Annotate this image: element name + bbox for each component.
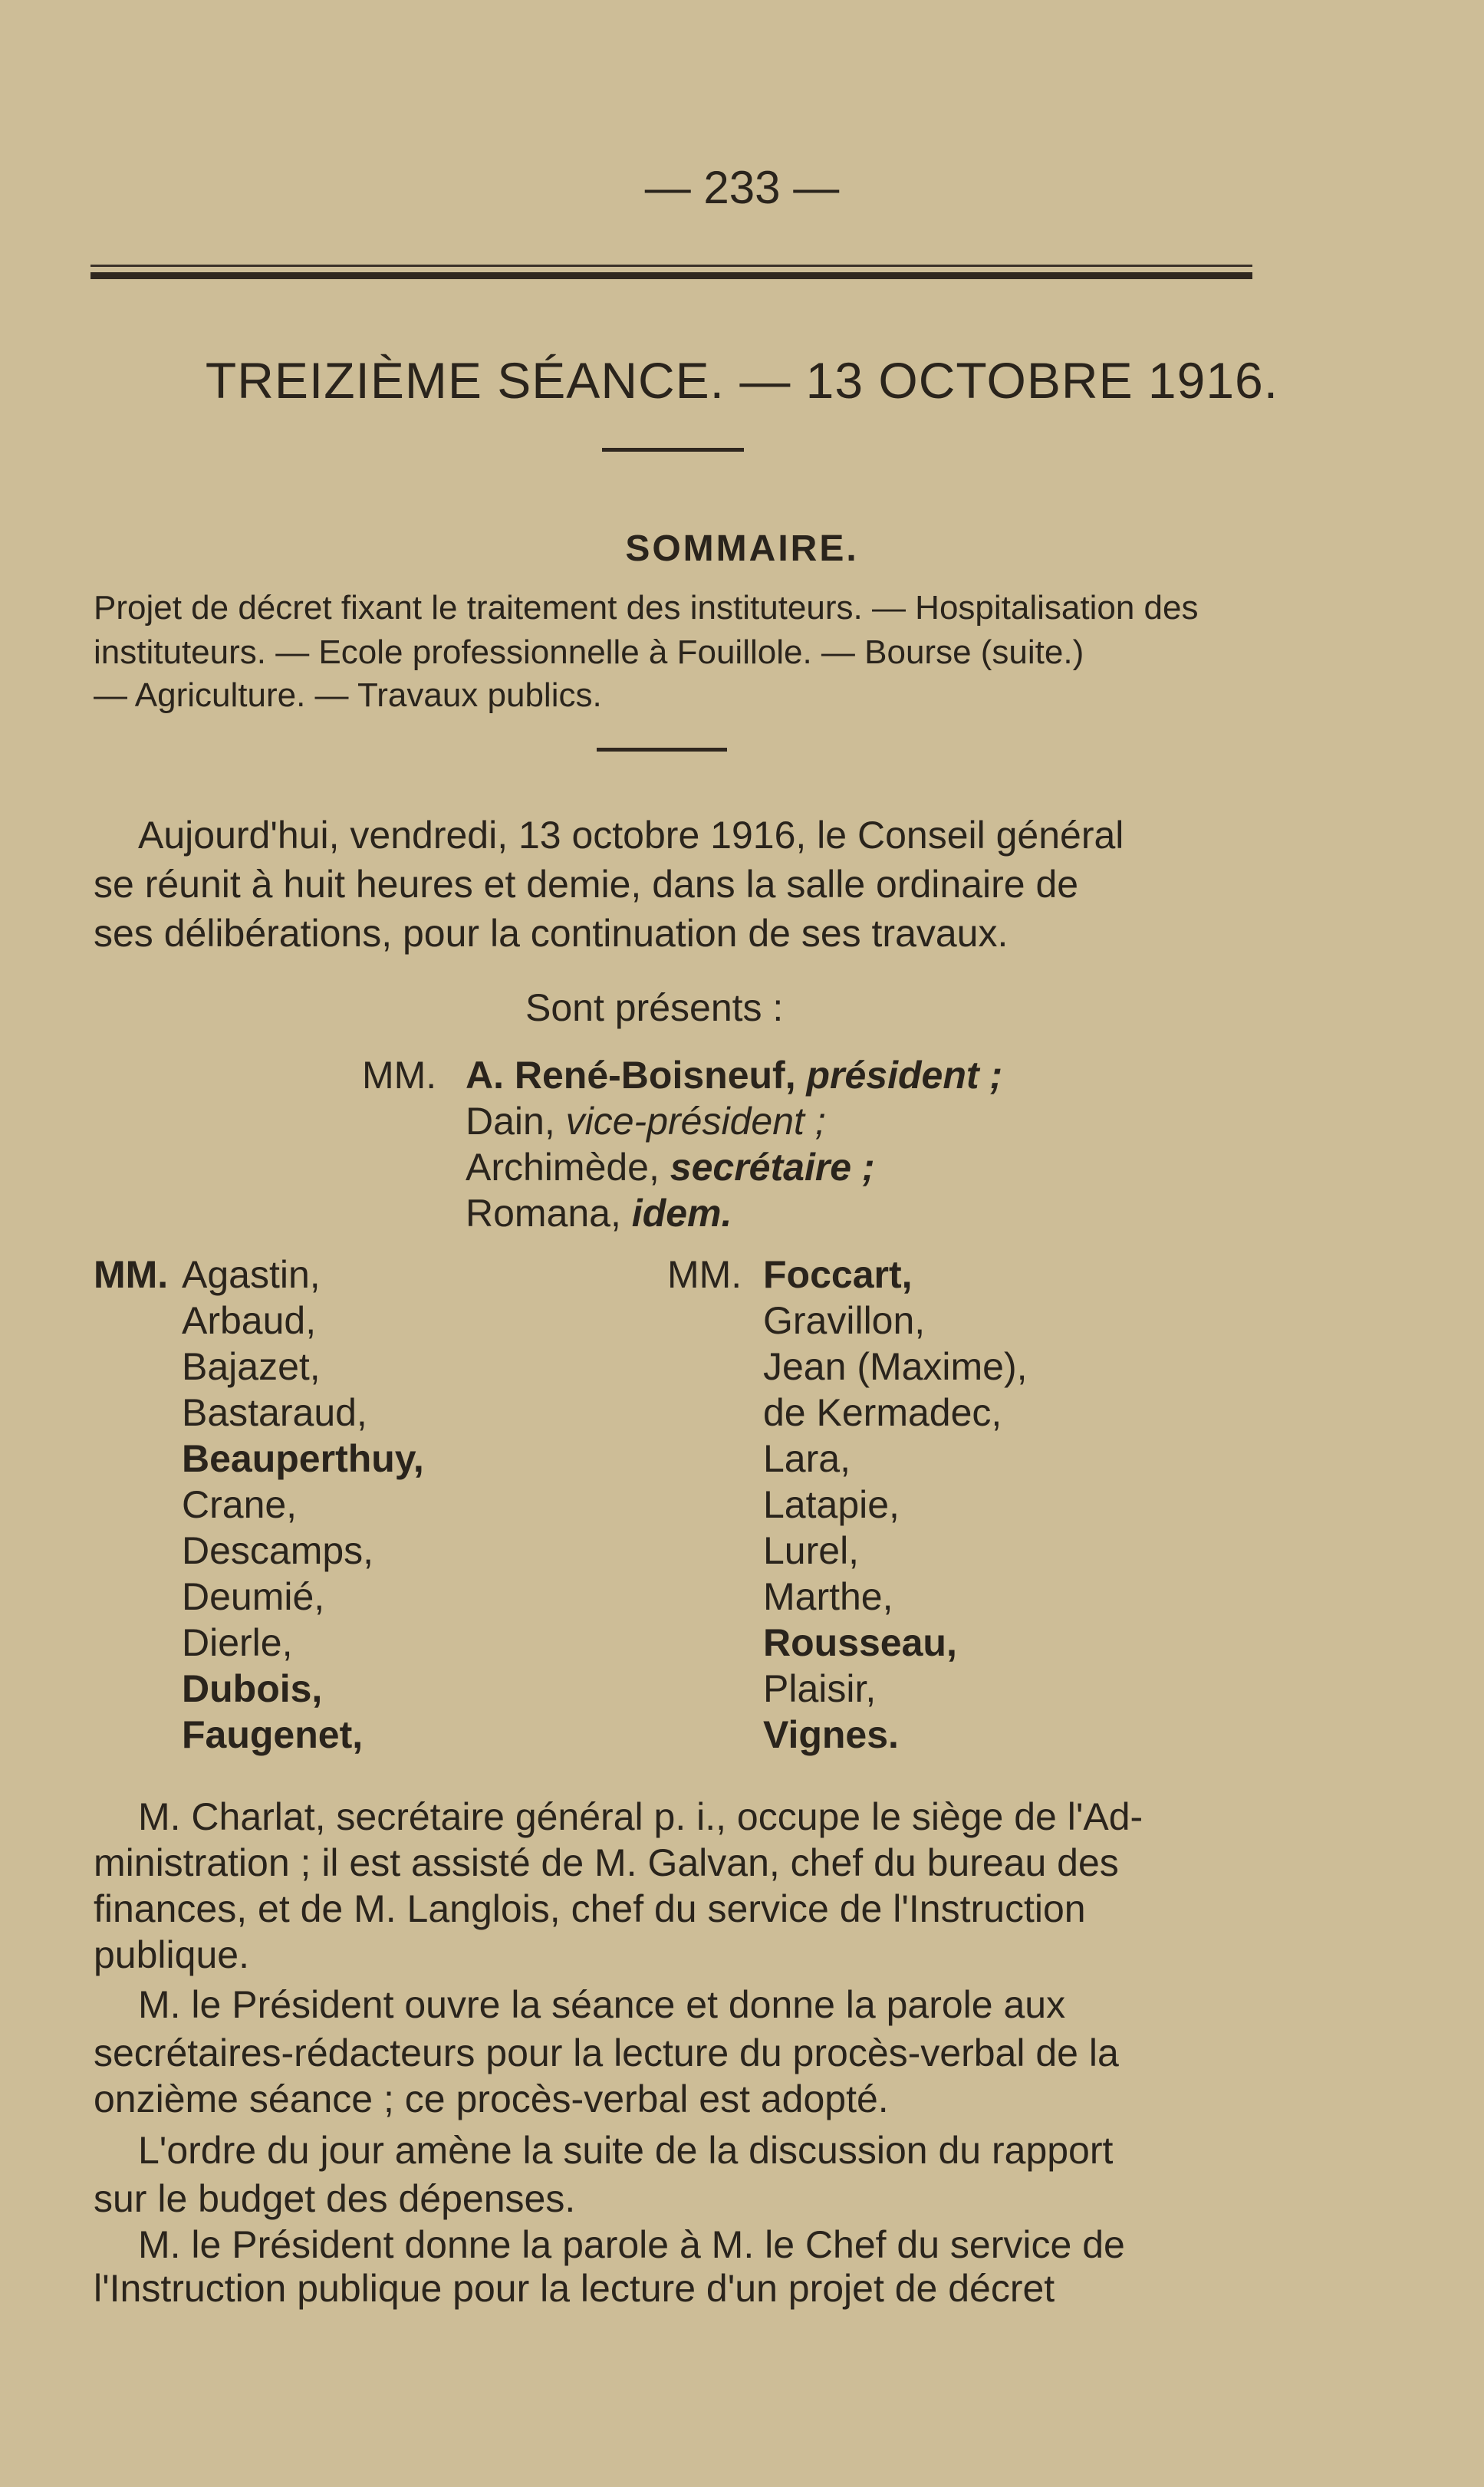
summary-line: instituteurs. — Ecole professionnelle à Fouillole. — Bourse (suite.) [94, 633, 1084, 671]
member-name: Agastin, [182, 1253, 321, 1296]
member-name: Faugenet, [182, 1713, 364, 1756]
member-name: Lurel, [763, 1529, 860, 1572]
body-line: onzième séance ; ce procès-verbal est adopté. [94, 2077, 889, 2120]
member-name: Foccart, [763, 1253, 913, 1296]
member-name: Bajazet, [182, 1345, 321, 1388]
member-name: Beauperthuy, [182, 1437, 424, 1480]
present-heading: Sont présents : [525, 986, 784, 1029]
member-name: Plaisir, [763, 1667, 877, 1710]
member-name: Crane, [182, 1483, 298, 1526]
body-line: finances, et de M. Langlois, chef du service de l'Instruction [94, 1887, 1086, 1930]
session-title: TREIZIÈME SÉANCE. — 13 OCTOBRE 1916. [205, 352, 1279, 409]
opening-line: se réunit à huit heures et demie, dans la salle ordinaire de [94, 863, 1079, 906]
officer-row [466, 1099, 826, 1143]
member-name: Vignes. [763, 1713, 899, 1756]
member-name: de Kermadec, [763, 1391, 1002, 1434]
header-rule-thick [90, 272, 1252, 279]
body-line: M. le Président donne la parole à M. le Chef du service de [138, 2223, 1125, 2266]
officer-row [466, 1145, 875, 1189]
members-right-prefix: MM. [667, 1253, 742, 1296]
page-number: — 233 — [644, 162, 840, 213]
member-name: Latapie, [763, 1483, 900, 1526]
members-left-prefix: MM. [94, 1253, 169, 1296]
officer-row [466, 1053, 1002, 1097]
summary-line: Projet de décret fixant le traitement des instituteurs. — Hospitalisation des [94, 589, 1199, 627]
body-line: l'Instruction publique pour la lecture d'un projet de décret [94, 2267, 1055, 2310]
officer-name: Dain, [466, 1100, 555, 1143]
member-name: Dierle, [182, 1621, 293, 1664]
body-line: M. Charlat, secrétaire général p. i., occupe le siège de l'Ad- [138, 1795, 1143, 1838]
officer-name: A. René-Boisneuf, [466, 1054, 796, 1097]
opening-line: Aujourd'hui, vendredi, 13 octobre 1916, le Conseil général [138, 814, 1124, 857]
member-name: Bastaraud, [182, 1391, 367, 1434]
body-line: secrétaires-rédacteurs pour la lecture du procès-verbal de la [94, 2031, 1119, 2074]
member-name: Descamps, [182, 1529, 374, 1572]
member-name: Arbaud, [182, 1299, 317, 1342]
member-name: Jean (Maxime), [763, 1345, 1028, 1388]
body-line: sur le budget des dépenses. [94, 2177, 576, 2220]
body-line: publique. [94, 1933, 249, 1976]
member-name: Lara, [763, 1437, 851, 1480]
member-name: Deumié, [182, 1575, 325, 1618]
body-line: M. le Président ouvre la séance et donne la parole aux [138, 1983, 1066, 2026]
member-name: Rousseau, [763, 1621, 957, 1664]
member-name: Dubois, [182, 1667, 323, 1710]
officer-row [466, 1191, 732, 1235]
body-line: ministration ; il est assisté de M. Galvan, chef du bureau des [94, 1841, 1119, 1884]
summary-heading: SOMMAIRE. [625, 528, 859, 569]
member-name: Gravillon, [763, 1299, 926, 1342]
officer-name: Romana, [466, 1192, 621, 1235]
title-divider [602, 448, 744, 452]
body-line: L'ordre du jour amène la suite de la discussion du rapport [138, 2129, 1114, 2172]
officer-name: Archimède, [466, 1146, 660, 1189]
opening-line: ses délibérations, pour la continuation de ses travaux. [94, 912, 1009, 955]
member-name: Marthe, [763, 1575, 893, 1618]
summary-line: — Agriculture. — Travaux publics. [94, 676, 602, 714]
officer-role: secrétaire ; [670, 1146, 875, 1189]
summary-divider [597, 748, 727, 752]
header-rule-thin [90, 265, 1252, 267]
officer-role: vice-président ; [565, 1100, 826, 1143]
officers-prefix: MM. [362, 1054, 437, 1097]
officer-role: président ; [806, 1054, 1003, 1097]
officer-role: idem. [631, 1192, 732, 1235]
